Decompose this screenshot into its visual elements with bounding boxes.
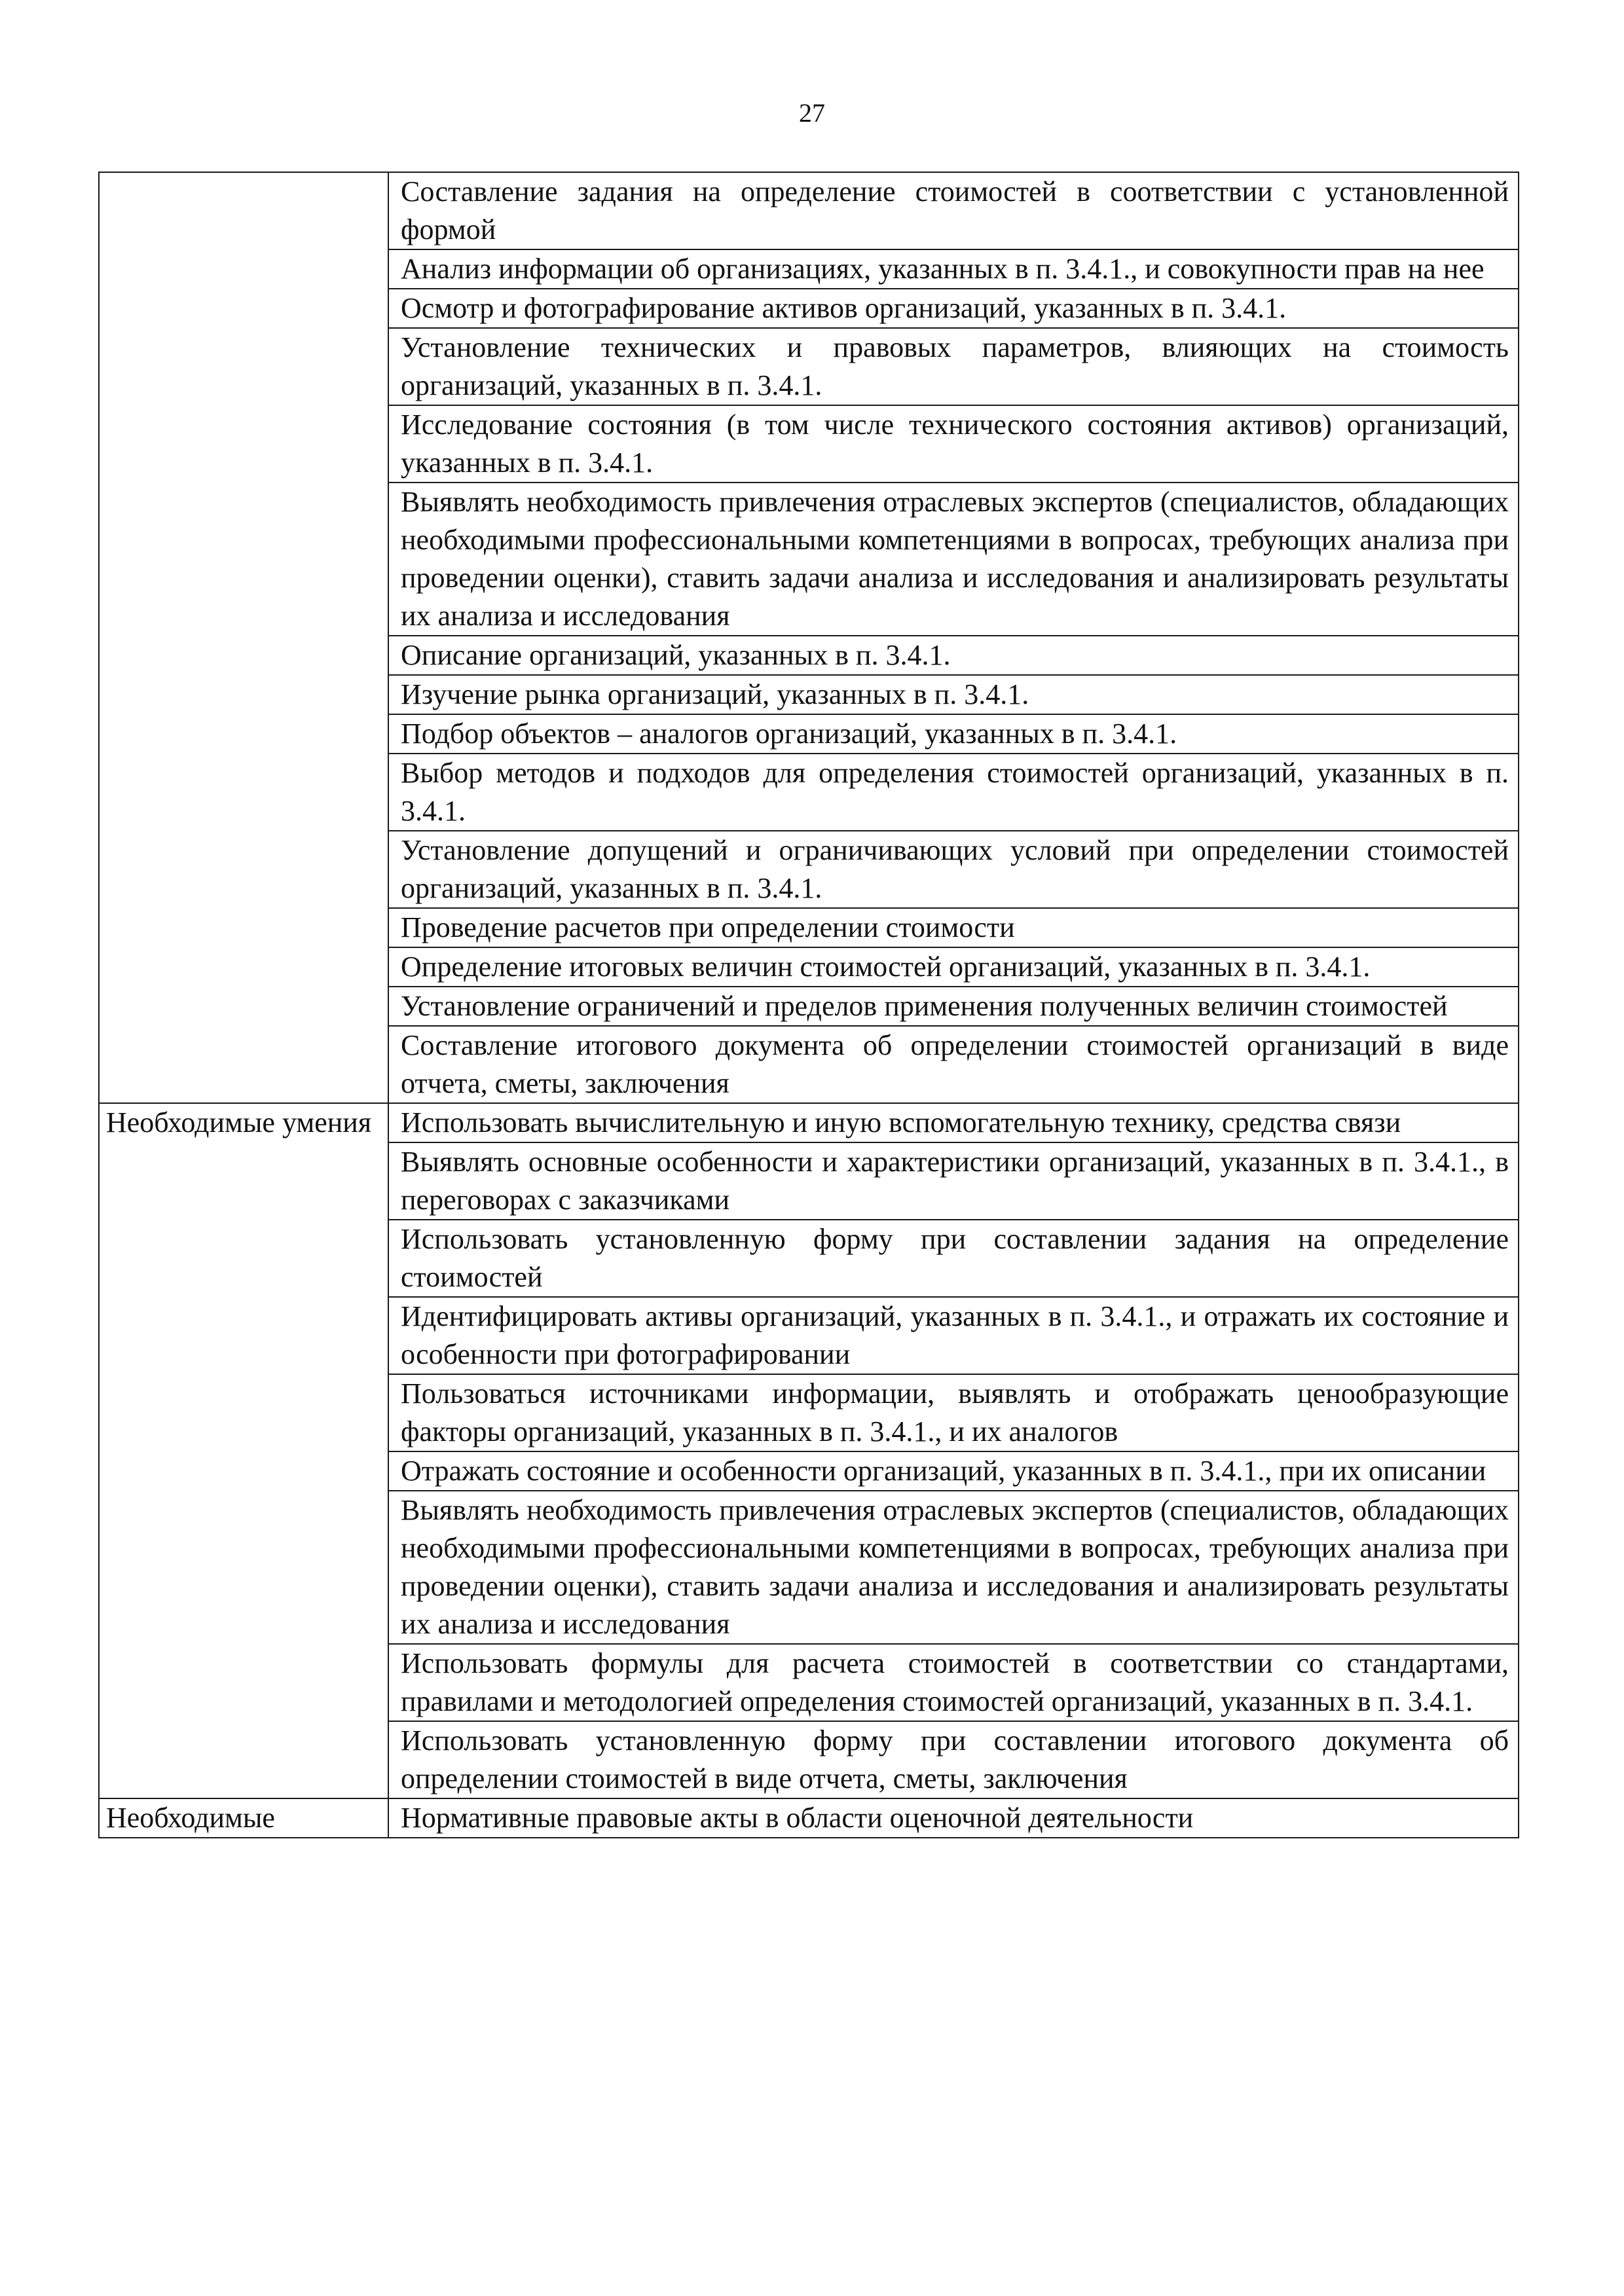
table-cell-item: Исследование состояния (в том числе технического состояния активов) организаций, указанных в п. 3.4.1. (388, 405, 1519, 483)
table-cell-item: Идентифицировать активы организаций, указанных в п. 3.4.1., и отражать их состояние и особенности при фотографировании (388, 1297, 1519, 1374)
table-cell-item: Анализ информации об организациях, указанных в п. 3.4.1., и совокупности прав на нее (388, 249, 1519, 289)
table-cell-item: Проведение расчетов при определении стоимости (388, 908, 1519, 947)
table-row (99, 1798, 1519, 1838)
requirements-table (98, 172, 1519, 1838)
table-cell-item: Подбор объектов – аналогов организаций, указанных в п. 3.4.1. (388, 714, 1519, 754)
table-cell-item: Использовать вычислительную и иную вспомогательную технику, средства связи (388, 1103, 1519, 1142)
table-cell-item: Составление итогового документа об определении стоимостей организаций в виде отчета, сметы, заключения (388, 1026, 1519, 1103)
table-cell-item: Изучение рынка организаций, указанных в п. 3.4.1. (388, 675, 1519, 714)
page-number: 27 (799, 98, 825, 128)
table-cell-item: Использовать установленную форму при составлении итогового документа об определении стоимостей в виде отчета, сметы, заключения (388, 1721, 1519, 1798)
table-cell-item: Выбор методов и подходов для определения стоимостей организаций, указанных в п. 3.4.1. (388, 754, 1519, 831)
table-cell-item: Описание организаций, указанных в п. 3.4.1. (388, 636, 1519, 675)
row-group-label (99, 172, 388, 1103)
table-cell-item: Использовать установленную форму при составлении задания на определение стоимостей (388, 1220, 1519, 1297)
table-row (99, 1103, 1519, 1142)
table-cell-item: Пользоваться источниками информации, выявлять и отображать ценообразующие факторы организаций, указанных в п. 3.4.1., и их аналогов (388, 1374, 1519, 1451)
table-cell-item: Составление задания на определение стоимостей в соответствии с установленной формой (388, 172, 1519, 249)
table-cell-item: Определение итоговых величин стоимостей организаций, указанных в п. 3.4.1. (388, 947, 1519, 987)
table-cell-item: Выявлять необходимость привлечения отраслевых экспертов (специалистов, обладающих необходимыми профессиональными компетенциями в вопросах, требующих анализа при проведении оценки), ставить задачи анализа и исследования и анализировать результаты их анализа и исследования (388, 483, 1519, 636)
table-cell-item: Осмотр и фотографирование активов организаций, указанных в п. 3.4.1. (388, 289, 1519, 328)
table-cell-item: Выявлять основные особенности и характеристики организаций, указанных в п. 3.4.1., в переговорах с заказчиками (388, 1142, 1519, 1220)
table-row (99, 172, 1519, 249)
row-group-label: Необходимые (99, 1798, 388, 1838)
table-cell-item: Отражать состояние и особенности организаций, указанных в п. 3.4.1., при их описании (388, 1451, 1519, 1491)
table-cell-item: Нормативные правовые акты в области оценочной деятельности (388, 1798, 1519, 1838)
table-cell-item: Выявлять необходимость привлечения отраслевых экспертов (специалистов, обладающих необходимыми профессиональными компетенциями в вопросах, требующих анализа при проведении оценки), ставить задачи анализа и исследования и анализировать результаты их анализа и исследования (388, 1491, 1519, 1644)
table-cell-item: Установление технических и правовых параметров, влияющих на стоимость организаций, указанных в п. 3.4.1. (388, 328, 1519, 405)
table-cell-item: Установление допущений и ограничивающих условий при определении стоимостей организаций, указанных в п. 3.4.1. (388, 831, 1519, 908)
row-group-label: Необходимые умения (99, 1103, 388, 1798)
table-cell-item: Установление ограничений и пределов применения полученных величин стоимостей (388, 987, 1519, 1026)
table-cell-item: Использовать формулы для расчета стоимостей в соответствии со стандартами, правилами и методологией определения стоимостей организаций, указанных в п. 3.4.1. (388, 1644, 1519, 1721)
